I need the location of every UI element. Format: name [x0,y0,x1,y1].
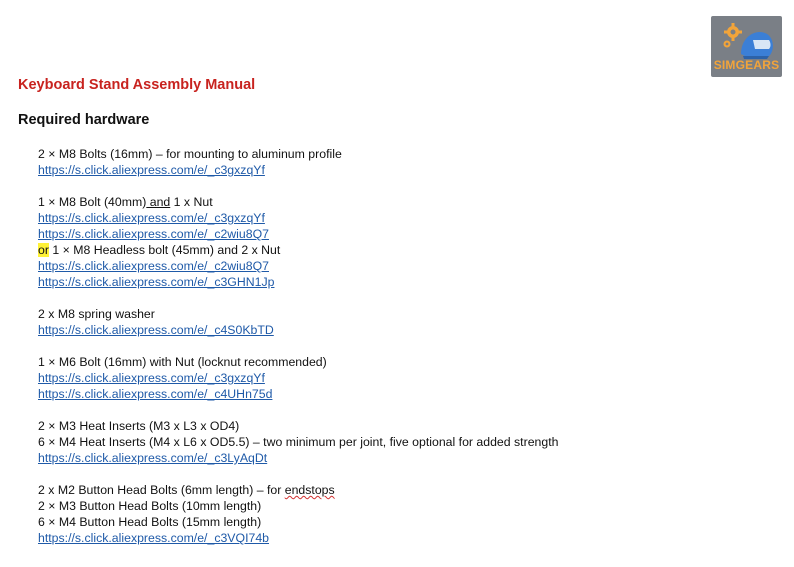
item-m8-40-part: 1 × M8 Bolt (40mm) [38,195,147,209]
simgears-logo [711,16,782,77]
item-inserts-link[interactable]: https://s.click.aliexpress.com/e/_c3LyAqDt [38,451,268,465]
gear-icon [724,23,743,48]
item-m8-40-nut: 1 x Nut [170,195,213,209]
item-m8-headless-description [38,242,778,258]
item-m6-description: 1 × M6 Bolt (16mm) with Nut (locknut recommended) [38,355,327,369]
item-button-bolts-link[interactable]: https://s.click.aliexpress.com/e/_c3VQI74b [38,531,270,545]
item-m6-link[interactable]: https://s.click.aliexpress.com/e/_c4UHn75d [38,387,273,401]
page-title: Keyboard Stand Assembly Manual [18,77,256,93]
item-button-bolts-m4: 6 × M4 Button Head Bolts (15mm length) [38,515,262,529]
spacer [38,402,778,418]
item-m8-16-link[interactable]: https://s.click.aliexpress.com/e/_c3gxzqYf [38,163,265,177]
spacer [38,466,778,482]
item-m8-40-description [38,194,778,210]
spellcheck-word: endstops [284,483,335,497]
item-button-bolts-m2-text: 2 x M2 Button Head Bolts (6mm length) – for [38,483,285,497]
item-m8-16-description: 2 × M8 Bolts (16mm) – for mounting to aluminum profile [38,147,342,161]
item-button-bolts-m2 [38,482,778,498]
item-m8-40-link[interactable]: https://s.click.aliexpress.com/e/_c2wiu8Q7 [38,227,269,241]
item-m8-headless-link[interactable]: https://s.click.aliexpress.com/e/_c3GHN1Jp [38,275,275,289]
highlighted-or: or [38,243,49,257]
item-button-bolts-m3: 2 × M3 Button Head Bolts (10mm length) [38,499,262,513]
spacer [38,178,778,194]
item-m8-headless-link[interactable]: https://s.click.aliexpress.com/e/_c2wiu8Q7 [38,259,269,273]
item-m8-washer-link[interactable]: https://s.click.aliexpress.com/e/_c4S0KbTD [38,323,274,337]
item-m8-headless-text: 1 × M8 Headless bolt (45mm) and 2 x Nut [48,243,281,257]
item-inserts-m3: 2 × M3 Heat Inserts (M3 x L3 x OD4) [38,419,240,433]
section-heading: Required hardware [18,112,150,128]
item-inserts-m4: 6 × M4 Heat Inserts (M4 x L6 x OD5.5) – two minimum per joint, five optional for added strength [38,435,559,449]
helmet-icon [741,32,773,59]
item-m8-washer-description: 2 x M8 spring washer [38,307,155,321]
hardware-list [38,146,778,546]
spacer [38,338,778,354]
item-m8-40-underlined: and [146,195,171,209]
item-m6-link[interactable]: https://s.click.aliexpress.com/e/_c3gxzqYf [38,371,265,385]
spacer [38,290,778,306]
logo-text: SIMGEARS [713,58,780,72]
item-m8-40-link[interactable]: https://s.click.aliexpress.com/e/_c3gxzqYf [38,211,265,225]
